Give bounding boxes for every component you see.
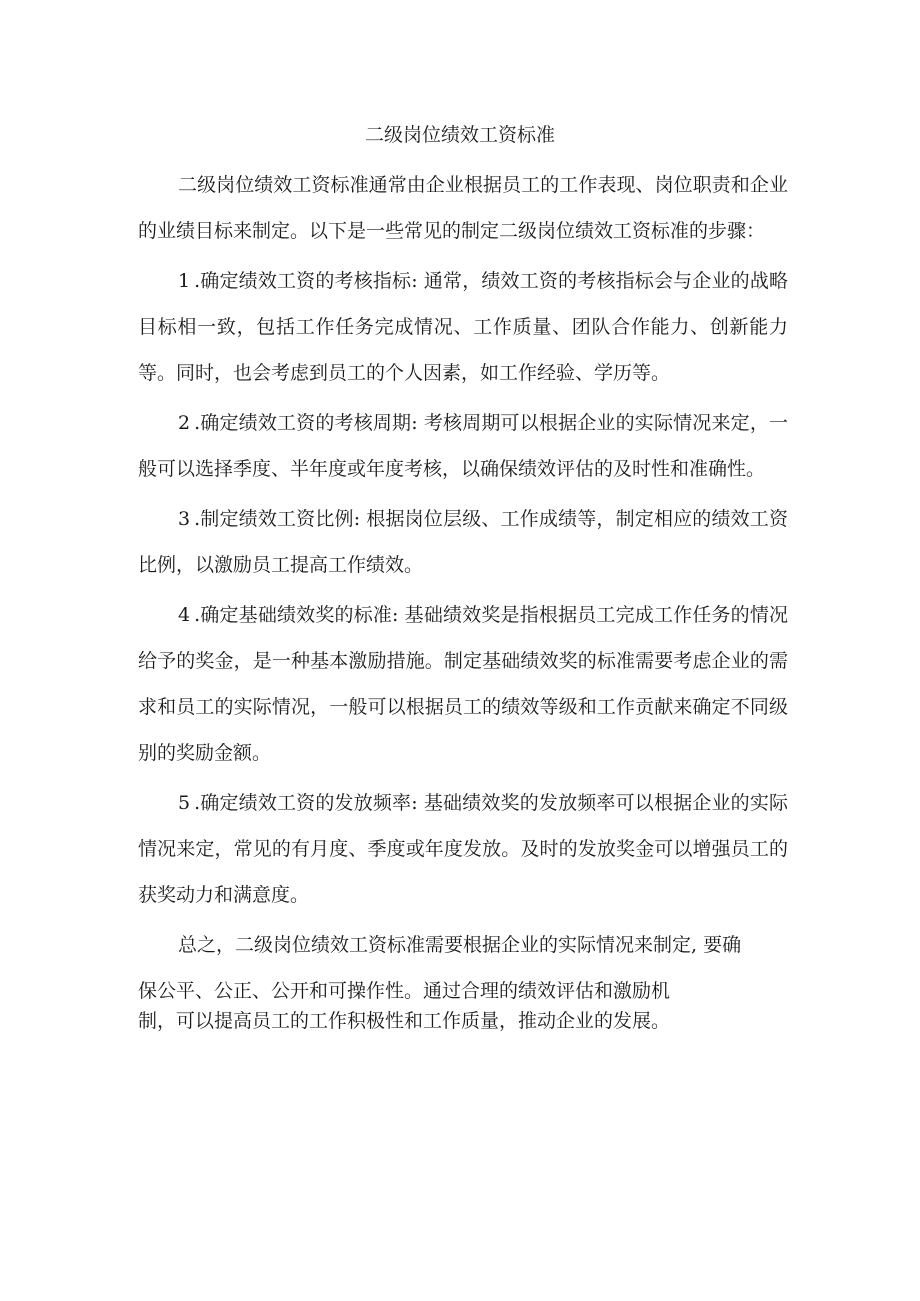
step-heading: .制定绩效工资比例: — [194, 508, 361, 530]
step-heading: .确定绩效工资的考核指标: — [194, 270, 418, 292]
step-text: 根据岗位层级、工作成绩等，制定相应的绩效工资比例，以激励员工提高工作绩效。 — [138, 508, 788, 576]
step-heading: .确定基础绩效奖的标准: — [194, 604, 399, 626]
conclusion-line: 制，可以提高员工的工作积极性和工作质量，推动企业的发展。 — [138, 1010, 671, 1032]
step-paragraph — [138, 592, 788, 776]
step-text: 基础绩效奖是指根据员工完成工作任务的情况给予的奖金，是一种基本激励措施。制定基础绩效奖的标准需要考虑企业的需求和员工的实际情况，一般可以根据员工的绩效等级和工作贡献来确定不同级别的奖励金额。 — [138, 604, 788, 764]
conclusion-paragraph — [138, 922, 788, 1036]
step-paragraph — [138, 780, 788, 918]
document-body — [138, 162, 788, 1036]
step-paragraph — [138, 496, 788, 588]
conclusion-line: 总之，二级岗位绩效工资标准需要根据企业的实际情况来制定, 要确 — [178, 934, 742, 956]
step-heading: .确定绩效工资的发放频率: — [194, 792, 418, 814]
step-heading: .确定绩效工资的考核周期: — [194, 412, 418, 434]
intro-paragraph: 二级岗位绩效工资标准通常由企业根据员工的工作表现、岗位职责和企业的业绩目标来制定。以下是一些常见的制定二级岗位绩效工资标准的步骤： — [138, 174, 788, 242]
step-text: 通常，绩效工资的考核指标会与企业的战略目标相一致，包括工作任务完成情况、工作质量、团队合作能力、创新能力等。同时，也会考虑到员工的个人因素，如工作经验、学历等。 — [138, 270, 788, 384]
step-text: 考核周期可以根据企业的实际情况来定，一般可以选择季度、半年度或年度考核，以确保绩效评估的及时性和准确性。 — [138, 412, 788, 480]
conclusion-line: 保公平、公正、公开和可操作性。通过合理的绩效评估和激励机 — [138, 980, 671, 1002]
step-paragraph — [138, 400, 788, 492]
step-number: 5 — [178, 792, 191, 814]
step-number: 1 — [178, 270, 191, 292]
step-number: 4 — [178, 604, 191, 626]
step-number: 3 — [178, 508, 191, 530]
step-text: 基础绩效奖的发放频率可以根据企业的实际情况来定，常见的有月度、季度或年度发放。及时的发放奖金可以增强员工的获奖动力和满意度。 — [138, 792, 788, 906]
step-paragraph — [138, 258, 788, 396]
step-number: 2 — [178, 412, 191, 434]
document-title: 二级岗位绩效工资标准 — [364, 124, 555, 146]
